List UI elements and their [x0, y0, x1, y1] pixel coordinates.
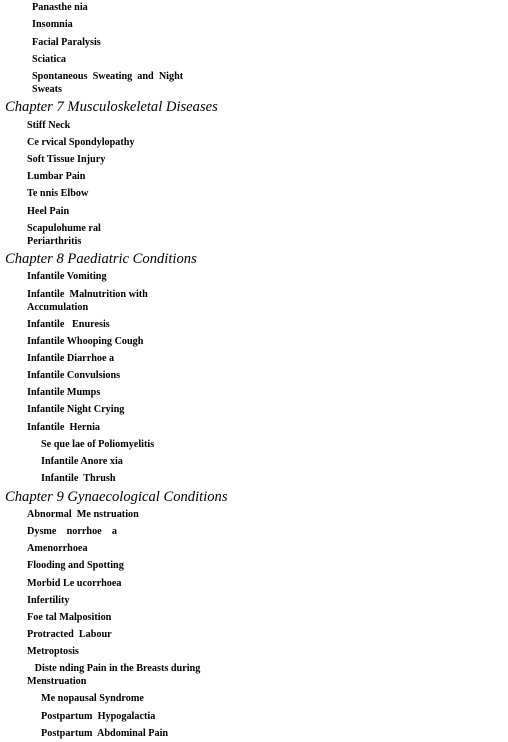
- toc-entry-soft-tissue-injury[interactable]: Soft Tissue Injury: [27, 154, 106, 165]
- toc-entry-distending-pain-breasts[interactable]: Diste nding Pain in the Breasts during Menstruation: [27, 663, 201, 687]
- toc-entry-infantile-diarrhoea[interactable]: Infantile Diarrhoe a: [27, 353, 115, 364]
- toc-entry-infantile-thrush[interactable]: Infantile Thrush: [41, 473, 116, 484]
- toc-entry-infantile-whooping-cough[interactable]: Infantile Whooping Cough: [27, 336, 144, 347]
- toc-entry-protracted-labour[interactable]: Protracted Labour: [27, 629, 112, 640]
- toc-entry-flooding-spotting[interactable]: Flooding and Spotting: [27, 560, 124, 571]
- toc-entry-infantile-vomiting[interactable]: Infantile Vomiting: [27, 271, 107, 282]
- toc-entry-dysmenorrhoea[interactable]: Dysme norrhoe a: [27, 526, 117, 537]
- toc-entry-insomnia[interactable]: Insomnia: [32, 19, 73, 30]
- toc-entry-metroptosis[interactable]: Metroptosis: [27, 646, 79, 657]
- toc-entry-infantile-hernia[interactable]: Infantile Hernia: [27, 422, 101, 433]
- toc-entry-abnormal-menstruation[interactable]: Abnormal Me nstruation: [27, 509, 139, 520]
- toc-entry-scapulohumeral-periarthritis[interactable]: Scapulohume ral Periarthritis: [27, 223, 101, 247]
- toc-entry-infantile-convulsions[interactable]: Infantile Convulsions: [27, 370, 121, 381]
- toc-entry-facial-paralysis[interactable]: Facial Paralysis: [32, 37, 101, 48]
- toc-entry-sciatica[interactable]: Sciatica: [32, 54, 66, 65]
- toc-entry-infantile-anorexia[interactable]: Infantile Anore xia: [41, 456, 123, 467]
- toc-entry-foetal-malposition[interactable]: Foe tal Malposition: [27, 612, 112, 623]
- toc-entry-tennis-elbow[interactable]: Te nnis Elbow: [27, 188, 89, 199]
- chapter-8-heading[interactable]: Chapter 8 Paediatric Conditions: [5, 251, 197, 267]
- toc-entry-infantile-enuresis[interactable]: Infantile Enuresis: [27, 319, 110, 330]
- toc-entry-menopausal-syndrome[interactable]: Me nopausal Syndrome: [41, 693, 144, 704]
- toc-entry-infantile-night-crying[interactable]: Infantile Night Crying: [27, 404, 125, 415]
- toc-entry-heel-pain[interactable]: Heel Pain: [27, 206, 70, 217]
- toc-entry-lumbar-pain[interactable]: Lumbar Pain: [27, 171, 86, 182]
- toc-entry-postpartum-hypogalactia[interactable]: Postpartum Hypogalactia: [41, 711, 156, 722]
- toc-entry-sequelae-poliomyelitis[interactable]: Se que lae of Poliomyelitis: [41, 439, 155, 450]
- toc-entry-infantile-mumps[interactable]: Infantile Mumps: [27, 387, 101, 398]
- toc-entry-panasthenia[interactable]: Panasthe nia: [32, 2, 88, 13]
- toc-entry-cervical-spondylopathy[interactable]: Ce rvical Spondylopathy: [27, 137, 135, 148]
- chapter-9-heading[interactable]: Chapter 9 Gynaecological Conditions: [5, 489, 228, 505]
- toc-entry-morbid-leucorrhoea[interactable]: Morbid Le ucorrhoea: [27, 578, 122, 589]
- toc-entry-infertility[interactable]: Infertility: [27, 595, 70, 606]
- chapter-7-heading[interactable]: Chapter 7 Musculoskeletal Diseases: [5, 99, 218, 115]
- toc-entry-amenorrhoea[interactable]: Amenorrhoea: [27, 543, 88, 554]
- toc-entry-spontaneous-sweating[interactable]: Spontaneous Sweating and Night Sweats: [32, 71, 184, 95]
- toc-entry-postpartum-abdominal-pain[interactable]: Postpartum Abdominal Pain: [41, 728, 169, 739]
- toc-entry-stiff-neck[interactable]: Stiff Neck: [27, 120, 71, 131]
- toc-entry-infantile-malnutrition[interactable]: Infantile Malnutrition with Accumulation: [27, 289, 148, 313]
